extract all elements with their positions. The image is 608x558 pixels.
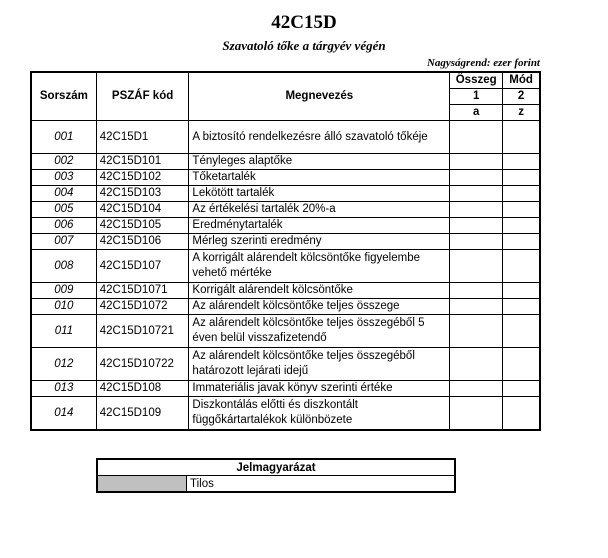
col-header-kod: PSZÁF kód xyxy=(96,72,189,121)
row-sorszam: 004 xyxy=(31,186,96,202)
row-mod-cell[interactable] xyxy=(503,397,540,431)
row-megnevezes: Lekötött tartalék xyxy=(189,186,450,202)
row-megnevezes: Korrigált alárendelt kölcsöntőke xyxy=(189,283,450,299)
table-row xyxy=(31,299,540,315)
row-sorszam: 014 xyxy=(31,397,96,431)
row-megnevezes: Az alárendelt kölcsöntőke teljes összege xyxy=(189,299,450,315)
legend-label-forbidden: Tilos xyxy=(187,476,456,493)
row-osszeg-cell[interactable] xyxy=(450,315,503,348)
row-osszeg-cell[interactable] xyxy=(450,170,503,186)
row-mod-cell[interactable] xyxy=(503,299,540,315)
row-kod: 42C15D101 xyxy=(96,154,189,170)
table-row xyxy=(31,283,540,299)
report-subtitle: Szavatoló tőke a tárgyév végén xyxy=(222,38,386,53)
row-osszeg-cell[interactable] xyxy=(450,121,503,154)
row-megnevezes: A biztosító rendelkezésre álló szavatoló tőkéje xyxy=(189,121,450,154)
row-kod: 42C15D103 xyxy=(96,186,189,202)
row-osszeg-cell[interactable] xyxy=(450,202,503,218)
data-table xyxy=(30,71,541,431)
table-row xyxy=(31,218,540,234)
row-sorszam: 009 xyxy=(31,283,96,299)
row-sorszam: 006 xyxy=(31,218,96,234)
table-row xyxy=(31,154,540,170)
col-header-sorszam: Sorszám xyxy=(31,72,96,121)
row-kod: 42C15D104 xyxy=(96,202,189,218)
table-row xyxy=(31,397,540,431)
col-type-osszeg: a xyxy=(450,105,503,121)
table-row xyxy=(31,348,540,381)
table-row xyxy=(31,381,540,397)
row-sorszam: 013 xyxy=(31,381,96,397)
row-kod: 42C15D109 xyxy=(96,397,189,431)
legend-table xyxy=(96,458,456,493)
legend-title: Jelmagyarázat xyxy=(97,459,455,476)
row-osszeg-cell[interactable] xyxy=(450,234,503,250)
row-sorszam: 007 xyxy=(31,234,96,250)
row-megnevezes: Eredménytartalék xyxy=(189,218,450,234)
row-osszeg-cell[interactable] xyxy=(450,381,503,397)
row-kod: 42C15D1 xyxy=(96,121,189,154)
row-mod-cell[interactable] xyxy=(503,250,540,283)
row-mod-cell[interactable] xyxy=(503,186,540,202)
col-header-mod: Mód xyxy=(503,72,540,89)
row-megnevezes: Immateriális javak könyv szerinti értéke xyxy=(189,381,450,397)
row-mod-cell[interactable] xyxy=(503,283,540,299)
row-sorszam: 001 xyxy=(31,121,96,154)
legend-swatch-forbidden xyxy=(97,476,187,493)
unit-note: Nagyságrend: ezer forint xyxy=(426,57,540,69)
row-kod: 42C15D105 xyxy=(96,218,189,234)
row-sorszam: 008 xyxy=(31,250,96,283)
col-num-mod: 2 xyxy=(503,89,540,105)
col-type-mod: z xyxy=(503,105,540,121)
report-title: 42C15D xyxy=(271,12,337,33)
table-row xyxy=(31,202,540,218)
row-kod: 42C15D108 xyxy=(96,381,189,397)
row-osszeg-cell[interactable] xyxy=(450,154,503,170)
col-header-megnevezes: Megnevezés xyxy=(189,72,450,121)
row-megnevezes: Tényleges alaptőke xyxy=(189,154,450,170)
row-mod-cell[interactable] xyxy=(503,202,540,218)
row-megnevezes: Az alárendelt kölcsöntőke teljes összegéből határozott lejárati idejű xyxy=(189,348,450,381)
row-kod: 42C15D1072 xyxy=(96,299,189,315)
row-kod: 42C15D10722 xyxy=(96,348,189,381)
row-osszeg-cell[interactable] xyxy=(450,186,503,202)
row-mod-cell[interactable] xyxy=(503,121,540,154)
row-kod: 42C15D107 xyxy=(96,250,189,283)
row-osszeg-cell[interactable] xyxy=(450,397,503,431)
table-row xyxy=(31,250,540,283)
row-mod-cell[interactable] xyxy=(503,218,540,234)
row-mod-cell[interactable] xyxy=(503,234,540,250)
row-sorszam: 003 xyxy=(31,170,96,186)
row-mod-cell[interactable] xyxy=(503,315,540,348)
row-mod-cell[interactable] xyxy=(503,154,540,170)
row-sorszam: 002 xyxy=(31,154,96,170)
row-osszeg-cell[interactable] xyxy=(450,218,503,234)
row-mod-cell[interactable] xyxy=(503,348,540,381)
table-row xyxy=(31,170,540,186)
col-num-osszeg: 1 xyxy=(450,89,503,105)
row-kod: 42C15D1071 xyxy=(96,283,189,299)
row-osszeg-cell[interactable] xyxy=(450,299,503,315)
row-sorszam: 011 xyxy=(31,315,96,348)
col-header-osszeg: Összeg xyxy=(450,72,503,89)
table-row xyxy=(31,121,540,154)
row-mod-cell[interactable] xyxy=(503,170,540,186)
row-megnevezes: Mérleg szerinti eredmény xyxy=(189,234,450,250)
row-megnevezes: Az értékelési tartalék 20%-a xyxy=(189,202,450,218)
row-osszeg-cell[interactable] xyxy=(450,250,503,283)
row-kod: 42C15D106 xyxy=(96,234,189,250)
row-osszeg-cell[interactable] xyxy=(450,348,503,381)
row-megnevezes: Diszkontálás előtti és diszkontált függőkártartalékok különbözete xyxy=(189,397,450,431)
row-osszeg-cell[interactable] xyxy=(450,283,503,299)
table-row xyxy=(31,234,540,250)
row-kod: 42C15D102 xyxy=(96,170,189,186)
row-sorszam: 005 xyxy=(31,202,96,218)
row-sorszam: 012 xyxy=(31,348,96,381)
row-megnevezes: A korrigált alárendelt kölcsöntőke figyelembe vehető mértéke xyxy=(189,250,450,283)
row-mod-cell[interactable] xyxy=(503,381,540,397)
row-megnevezes: Az alárendelt kölcsöntőke teljes összegéből 5 éven belül visszafizetendő xyxy=(189,315,450,348)
table-row xyxy=(31,186,540,202)
row-kod: 42C15D10721 xyxy=(96,315,189,348)
table-row xyxy=(31,315,540,348)
row-megnevezes: Tőketartalék xyxy=(189,170,450,186)
row-sorszam: 010 xyxy=(31,299,96,315)
